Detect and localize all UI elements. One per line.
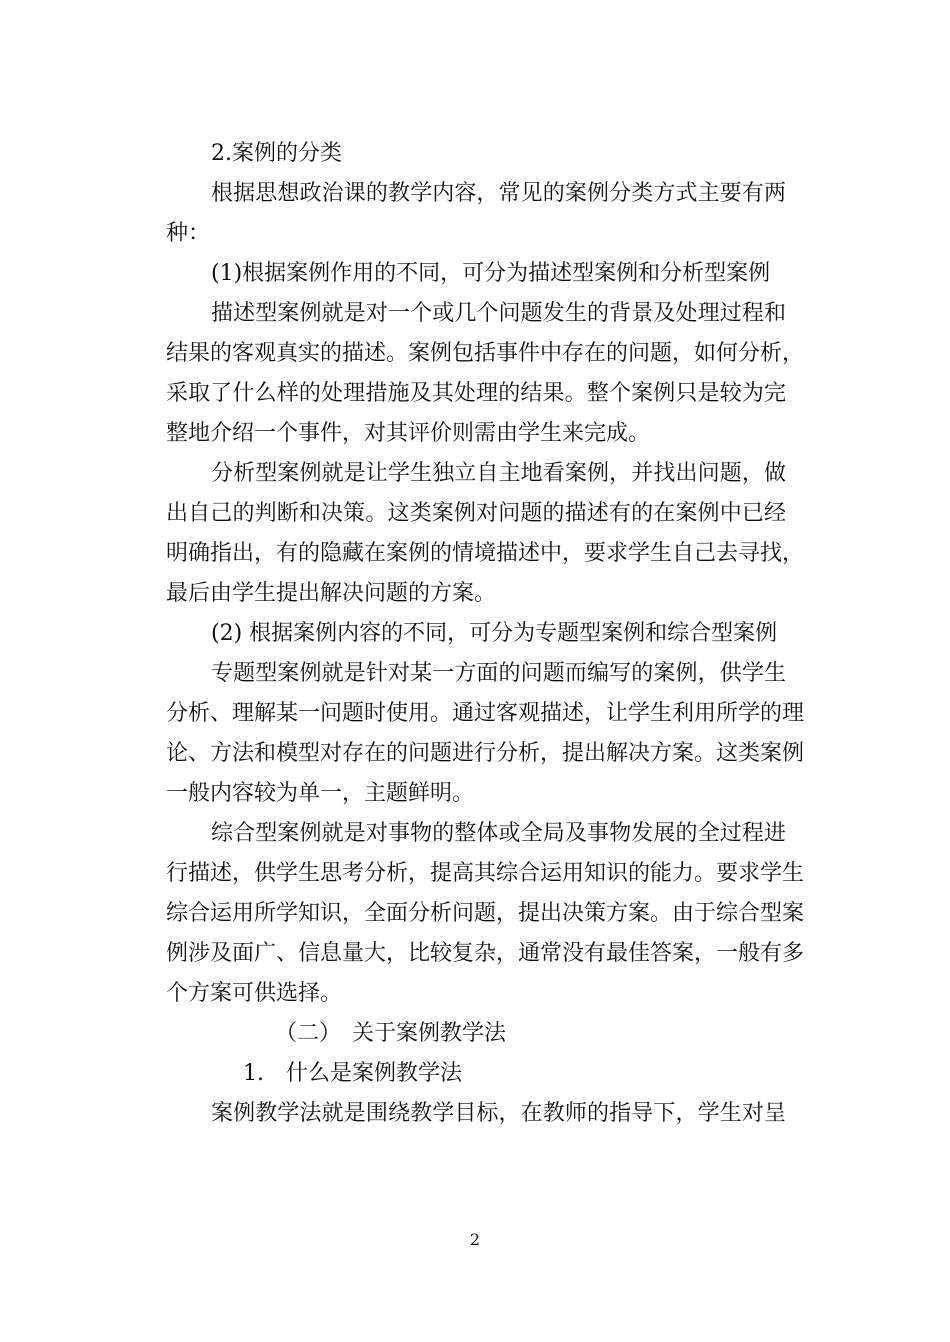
paragraph-line: 整地介绍一个事件，对其评价则需由学生来完成。 [166,421,651,446]
subheading-what-is-case-teaching: 1. 什么是案例教学法 [243,1061,462,1086]
paragraph-line: 分析型案例就是让学生独立自主地看案例，并找出问题，做 [211,461,786,486]
paragraph-line: 例涉及面广、信息量大，比较复杂，通常没有最佳答案，一般有多 [166,941,805,966]
paragraph-line: 个方案可供选择。 [166,981,343,1006]
paragraph-line: 种： [166,221,211,246]
paragraph-line: 专题型案例就是针对某一方面的问题而编写的案例，供学生 [211,661,786,686]
section-heading-case-teaching-method: （二） 关于案例教学法 [275,1021,507,1046]
paragraph-line: 采取了什么样的处理措施及其处理的结果。整个案例只是较为完 [166,381,786,406]
subheading-by-content: (2) 根据案例内容的不同，可分为专题型案例和综合型案例 [211,621,778,646]
paragraph-line: 行描述，供学生思考分析，提高其综合运用知识的能力。要求学生 [166,861,805,886]
paragraph-line: 论、方法和模型对存在的问题进行分析，提出解决方案。这类案例 [166,741,805,766]
paragraph-line: 综合型案例就是对事物的整体或全局及事物发展的全过程进 [211,821,786,846]
paragraph-line: 结果的客观真实的描述。案例包括事件中存在的问题，如何分析， [166,341,805,366]
page-number: 2 [469,1230,481,1249]
paragraph-line: 根据思想政治课的教学内容，常见的案例分类方式主要有两 [211,181,786,206]
section-heading-case-classification: 2.案例的分类 [211,141,342,166]
paragraph-line: 一般内容较为单一，主题鲜明。 [166,781,475,806]
paragraph-line: 分析、理解某一问题时使用。通过客观描述，让学生利用所学的理 [166,701,805,726]
paragraph-line: 案例教学法就是围绕教学目标，在教师的指导下，学生对呈 [211,1101,786,1126]
paragraph-line: 描述型案例就是对一个或几个问题发生的背景及处理过程和 [211,301,786,326]
paragraph-line: 明确指出，有的隐藏在案例的情境描述中，要求学生自己去寻找， [166,541,805,566]
paragraph-line: 出自己的判断和决策。这类案例对问题的描述有的在案例中已经 [166,501,786,526]
paragraph-line: 最后由学生提出解决问题的方案。 [166,581,497,606]
paragraph-line: 综合运用所学知识，全面分析问题，提出决策方案。由于综合型案 [166,901,805,926]
subheading-by-function: (1)根据案例作用的不同，可分为描述型案例和分析型案例 [211,261,771,286]
